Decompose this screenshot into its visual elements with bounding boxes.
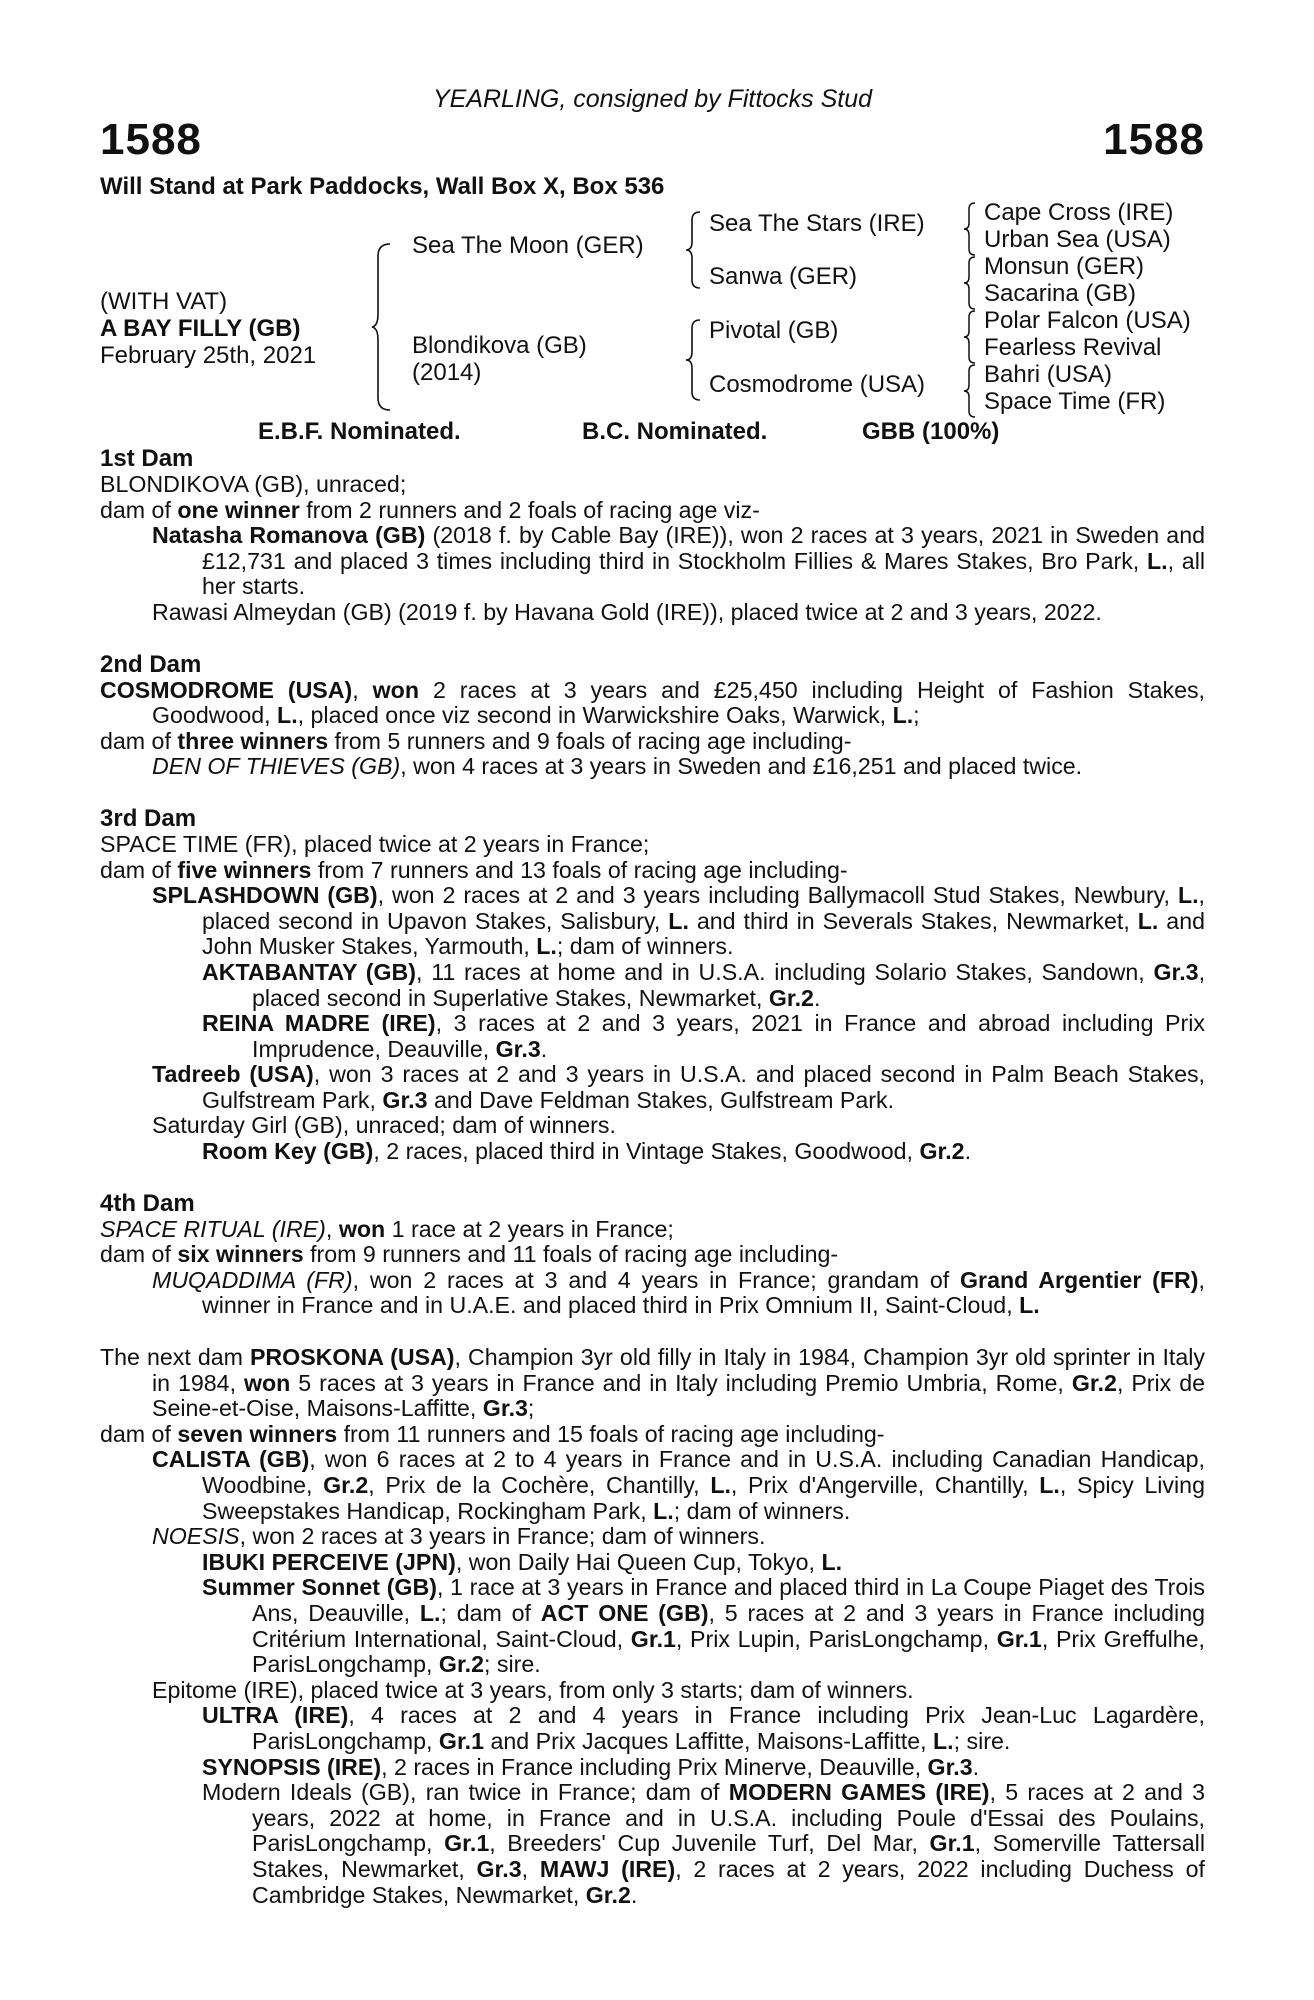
- progeny-saturday-girl: Saturday Girl (GB), unraced; dam of winners.: [152, 1112, 616, 1139]
- gg-4: Sacarina (GB): [984, 280, 1137, 307]
- progeny-synopsis: SYNOPSIS (IRE), 2 races in France including Prix Minerve, Deauville, Gr.3.: [202, 1753, 980, 1780]
- dam-sire: Pivotal (GB): [709, 317, 839, 344]
- progeny-modern-ideals: Modern Ideals (GB), ran twice in France; dam of MODERN GAMES (IRE), 5 races at 2 and 3 years, 2022 at home, in France and in U.S.A. including Poule d'Essai des Poulains, ParisLongchamp, Gr.1, Breeders' Cup Juvenile Turf, Del Mar, Gr.1, Somerville Tattersall Stakes, Newmarket, Gr.3, MAWJ (IRE), 2 races at 2 years, 2022 including Duchess of Cambridge Stakes, Newmarket, Gr.2.: [202, 1779, 1206, 1908]
- gg-7: Bahri (USA): [984, 361, 1113, 388]
- first-dam-section: [100, 446, 1205, 626]
- progeny-den-of-thieves: DEN OF THIEVES (GB), won 4 races at 3 years in Sweden and £16,251 and placed twice.: [152, 753, 1083, 780]
- fourth-dam-line: SPACE RITUAL (IRE), won 1 race at 2 years in France;: [100, 1215, 674, 1242]
- gg-6: Fearless Revival: [984, 334, 1162, 361]
- ebf-nominated: E.B.F. Nominated.: [258, 418, 461, 445]
- second-dam-line: COSMODROME (USA), won 2 races at 3 years and £25,450 including Height of Fashion Stakes, Goodwood, L., placed once viz second in Warwickshire Oaks, Warwick, L.;: [100, 676, 1206, 729]
- pedigree-table: [100, 199, 1205, 415]
- progeny-tadreeb: Tadreeb (USA), won 3 races at 2 and 3 years in U.S.A. and placed second in Palm Beach Stakes, Gulfstream Park, Gr.3 and Dave Feldman Stakes, Gulfstream Park.: [152, 1061, 1206, 1113]
- progeny-muqaddima: MUQADDIMA (FR), won 2 races at 3 and 4 years in France; grandam of Grand Argentier (FR), winner in France and in U.A.E. and placed third in Prix Omnium II, Saint-Cloud, L.: [152, 1266, 1205, 1319]
- brace-3b: [962, 255, 978, 311]
- progeny-room-key: Room Key (GB), 2 races, placed third in Vintage Stakes, Goodwood, Gr.2.: [202, 1138, 972, 1165]
- next-dam-summary: dam of seven winners from 11 runners and 15 foals of racing age including-: [100, 1420, 885, 1447]
- progeny-ibuki-perceive: IBUKI PERCEIVE (JPN), won Daily Hai Queen Cup, Tokyo, L.: [202, 1548, 843, 1575]
- third-dam-summary: dam of five winners from 7 runners and 13 foals of racing age including-: [100, 856, 848, 883]
- horse-name: A BAY FILLY (GB): [100, 315, 301, 342]
- progeny-reina-madre: REINA MADRE (IRE), 3 races at 2 and 3 years, 2021 in France and abroad including Prix Imprudence, Deauville, Gr.3.: [202, 1010, 1205, 1062]
- sire-dam: Sanwa (GER): [709, 263, 858, 290]
- progeny-aktabantay: AKTABANTAY (GB), 11 races at home and in U.S.A. including Solario Stakes, Sandown, Gr.3, placed second in Superlative Stakes, Newmarket, Gr.2.: [202, 958, 1206, 1011]
- nominations-row: [100, 418, 1205, 446]
- progeny-natasha-romanova: Natasha Romanova (GB) (2018 f. by Cable Bay (IRE)), won 2 races at 3 years, 2021 in Sweden and £12,731 and placed 3 times including third in Stockholm Fillies & Mares Stakes, Bro Park, L., all her starts.: [152, 522, 1206, 600]
- gg-5: Polar Falcon (USA): [984, 307, 1191, 334]
- first-dam-summary: dam of one winner from 2 runners and 2 foals of racing age viz-: [100, 496, 760, 523]
- second-dam-summary: dam of three winners from 5 runners and 9 foals of racing age including-: [100, 727, 852, 754]
- third-dam-section: [100, 806, 1205, 1165]
- next-dam-section: [100, 1345, 1205, 1908]
- brace-3c: [962, 309, 978, 365]
- fourth-dam-heading: 4th Dam: [100, 1189, 195, 1217]
- dam: Blondikova (GB): [412, 332, 587, 359]
- progeny-epitome: Epitome (IRE), placed twice at 3 years, from only 3 starts; dam of winners.: [152, 1676, 914, 1703]
- dam-year: (2014): [412, 359, 482, 386]
- catalogue-page: [100, 84, 1205, 1908]
- foaling-date: February 25th, 2021: [100, 342, 317, 369]
- fourth-dam-section: [100, 1191, 1205, 1319]
- progeny-noesis: NOESIS, won 2 races at 3 years in France; dam of winners.: [152, 1523, 766, 1550]
- brace-2b: [684, 318, 704, 402]
- lot-number-row: [100, 114, 1205, 166]
- first-dam-line: BLONDIKOVA (GB), unraced;: [100, 471, 407, 497]
- brace-3a: [962, 201, 978, 257]
- third-dam-heading: 3rd Dam: [100, 804, 197, 832]
- progeny-rawasi-almeydan: Rawasi Almeydan (GB) (2019 f. by Havana Gold (IRE)), placed twice at 2 and 3 years, 2022.: [152, 598, 1102, 625]
- gbb-badge: GBB (100%): [862, 418, 1000, 445]
- gg-1: Cape Cross (IRE): [984, 199, 1174, 226]
- gg-8: Space Time (FR): [984, 388, 1166, 415]
- dam-dam: Cosmodrome (USA): [709, 371, 926, 398]
- brace-1: [370, 242, 394, 412]
- sire-sire: Sea The Stars (IRE): [709, 210, 925, 237]
- second-dam-heading: 2nd Dam: [100, 650, 202, 678]
- progeny-calista: CALISTA (GB), won 6 races at 2 to 4 years in France and in U.S.A. including Canadian Handicap, Woodbine, Gr.2, Prix de la Cochère, Chantilly, L., Prix d'Angerville, Chantilly, L., Spicy Living Sweepstakes Handicap, Rockingham Park, L.; dam of winners.: [152, 1446, 1205, 1524]
- brace-3d: [962, 363, 978, 419]
- second-dam-section: [100, 652, 1205, 780]
- first-dam-heading: 1st Dam: [100, 445, 194, 472]
- progeny-splashdown: SPLASHDOWN (GB), won 2 races at 2 and 3 years including Ballymacoll Stud Stakes, Newbury, L., placed second in Upavon Stakes, Salisbury, L. and third in Severals Stakes, Newmarket, L. and John Musker Stakes, Yarmouth, L.; dam of winners.: [152, 882, 1205, 960]
- third-dam-line: SPACE TIME (FR), placed twice at 2 years in France;: [100, 830, 650, 857]
- lot-number-right: 1588: [1103, 115, 1205, 164]
- progeny-ultra: ULTRA (IRE), 4 races at 2 and 4 years in France including Prix Jean-Luc Lagardère, ParisLongchamp, Gr.1 and Prix Jacques Laffitte, Maisons-Laffitte, L.; sire.: [202, 1702, 1205, 1754]
- next-dam-line: The next dam PROSKONA (USA), Champion 3yr old filly in Italy in 1984, Champion 3yr old sprinter in Italy in 1984, won 5 races at 3 years in France and in Italy including Premio Umbria, Rome, Gr.2, Prix de Seine-et-Oise, Maisons-Laffitte, Gr.3;: [100, 1344, 1205, 1422]
- lot-number-left: 1588: [100, 115, 202, 164]
- gg-3: Monsun (GER): [984, 253, 1145, 280]
- consignor-line: YEARLING, consigned by Fittocks Stud: [432, 85, 873, 113]
- progeny-summer-sonnet: Summer Sonnet (GB), 1 race at 3 years in France and placed third in La Coupe Piaget des Trois Ans, Deauville, L.; dam of ACT ONE (GB), 5 races at 2 and 3 years in France including Critérium International, Saint-Cloud, Gr.1, Prix Lupin, ParisLongchamp, Gr.1, Prix Greffulhe, ParisLongchamp, Gr.2; sire.: [202, 1574, 1205, 1678]
- brace-2a: [684, 210, 704, 290]
- gg-2: Urban Sea (USA): [984, 226, 1171, 253]
- stand-location: Will Stand at Park Paddocks, Wall Box X, Box 536: [100, 173, 665, 200]
- sire: Sea The Moon (GER): [412, 232, 644, 259]
- vat-label: (WITH VAT): [100, 288, 228, 315]
- bc-nominated: B.C. Nominated.: [582, 418, 768, 445]
- fourth-dam-summary: dam of six winners from 9 runners and 11 foals of racing age including-: [100, 1241, 839, 1268]
